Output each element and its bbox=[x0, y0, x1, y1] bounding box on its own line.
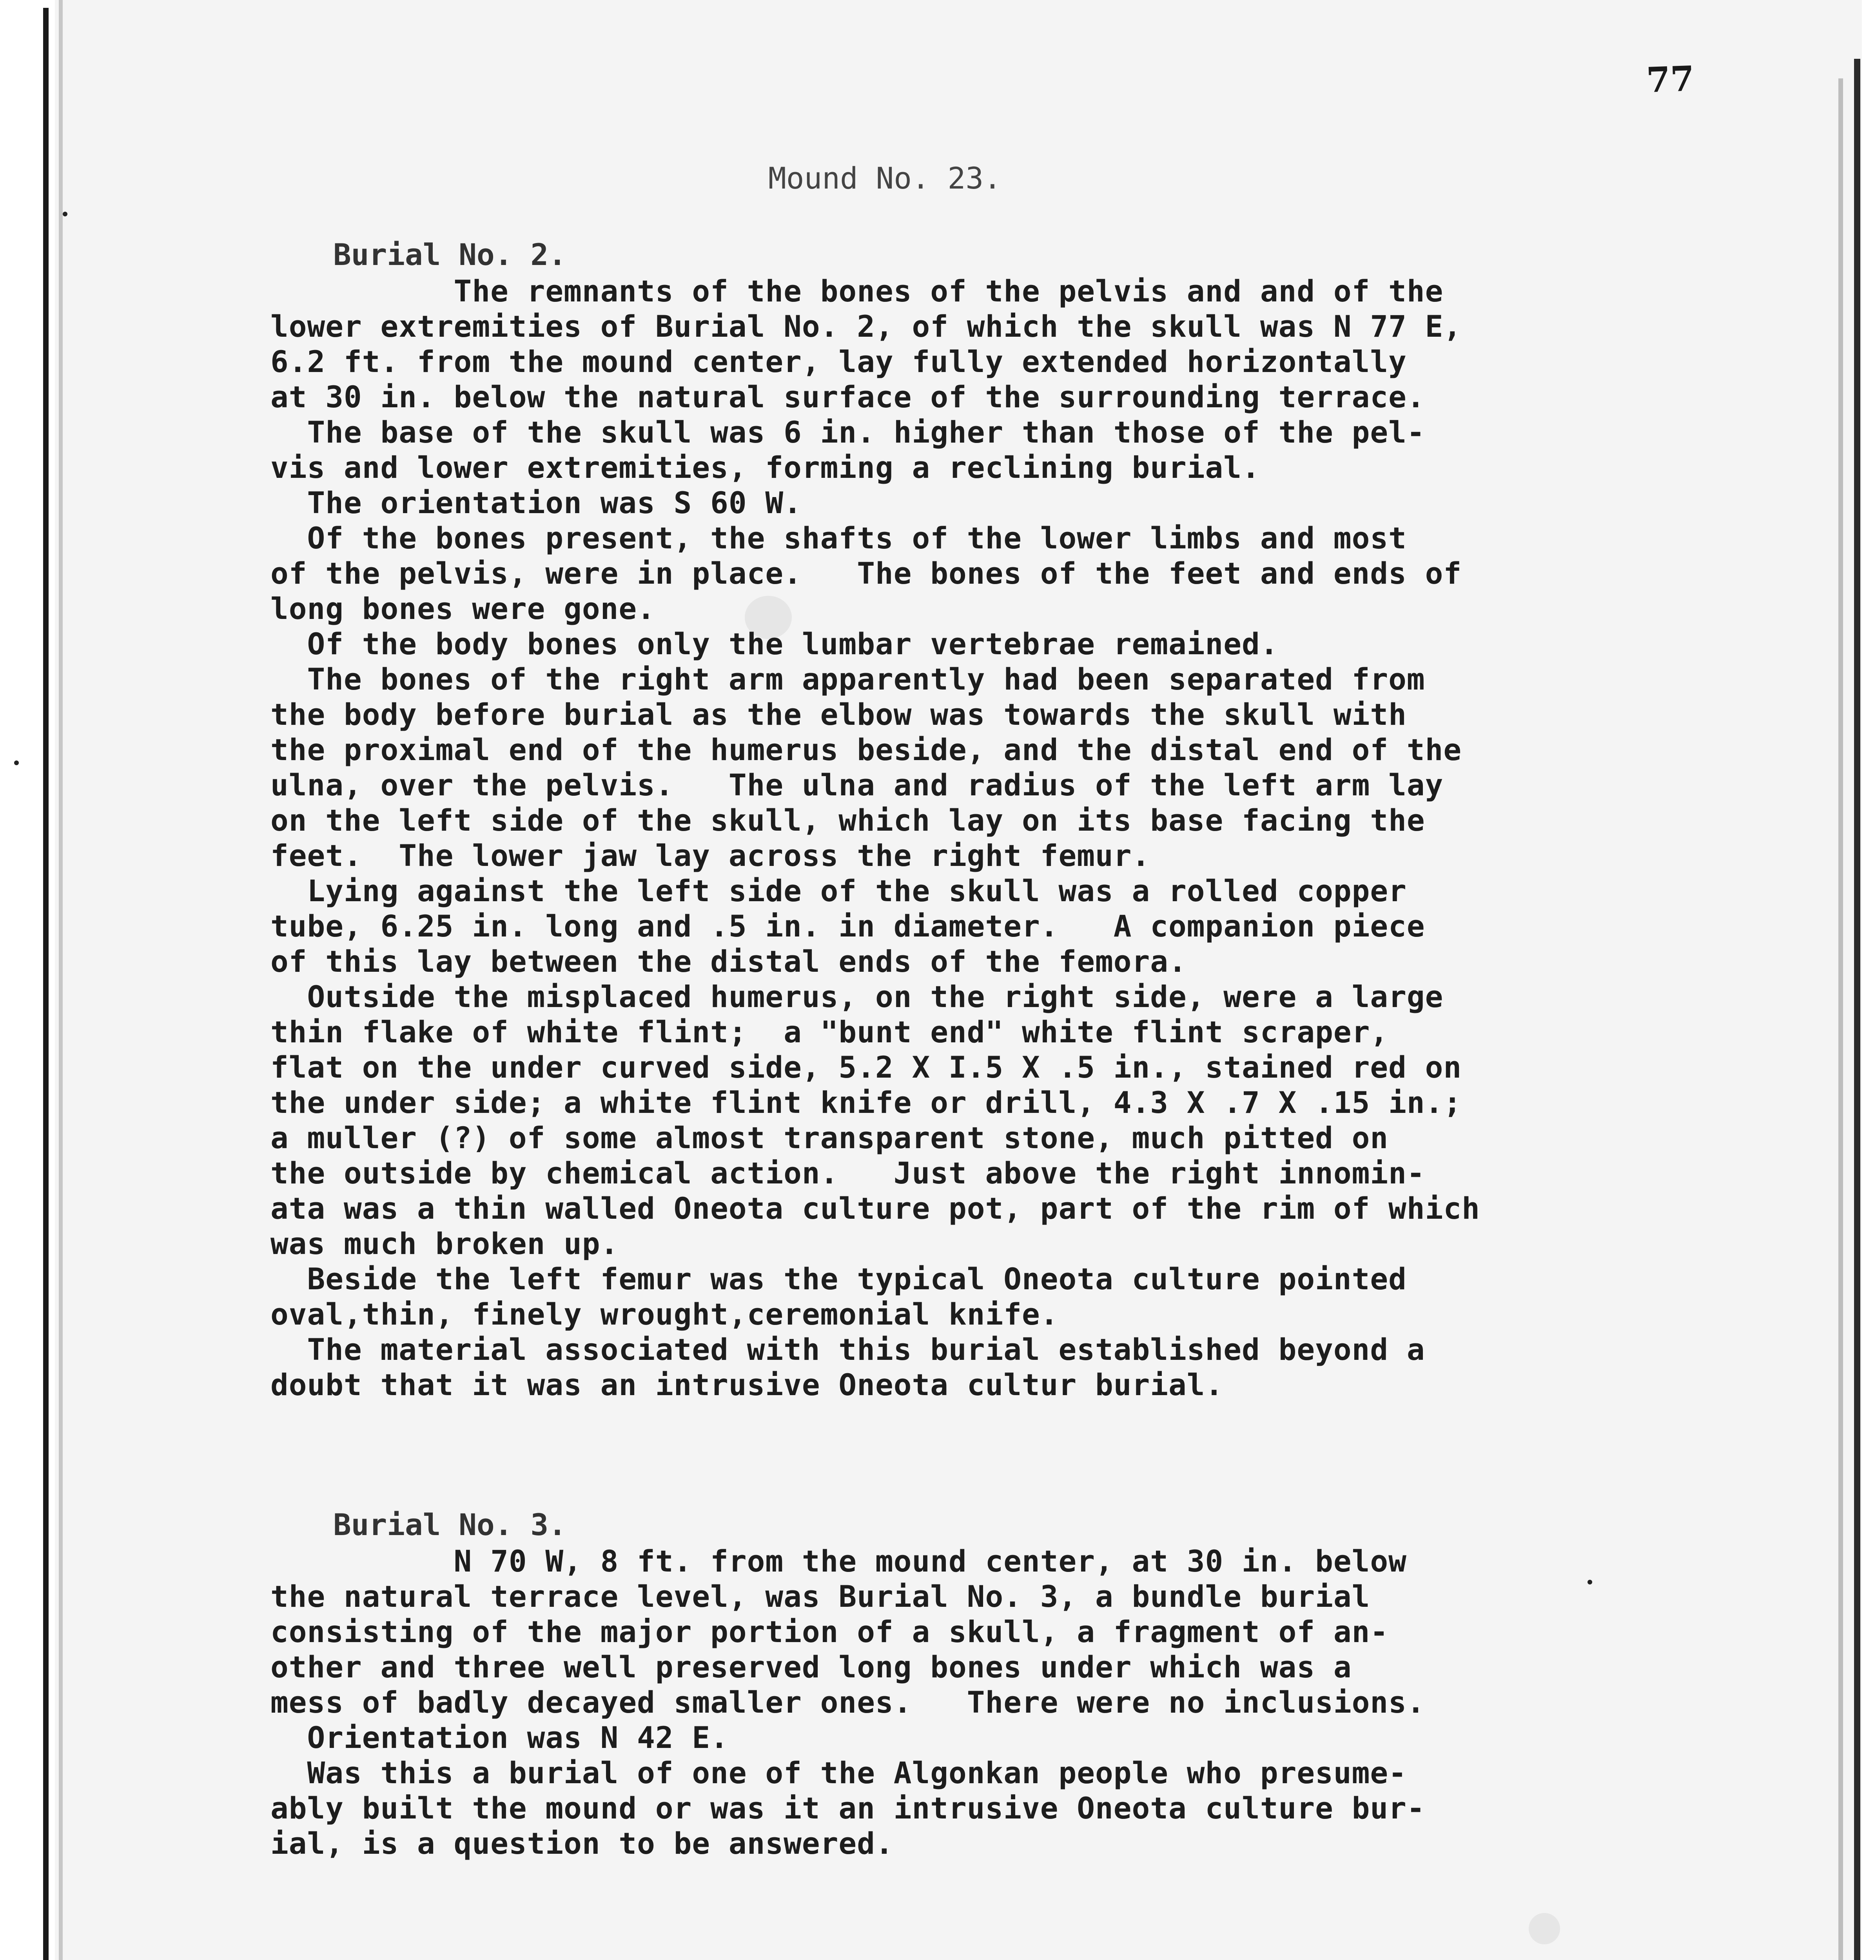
text-line: doubt that it was an intrusive Oneota cultur burial. bbox=[270, 1367, 1224, 1402]
text-line: the under side; a white flint knife or drill, 4.3 X .7 X .15 in.; bbox=[270, 1085, 1462, 1120]
text-line: Orientation was N 42 E. bbox=[270, 1720, 729, 1755]
text-line: of this lay between the distal ends of the femora. bbox=[270, 944, 1187, 979]
text-line: ulna, over the pelvis. The ulna and radius of the left arm lay bbox=[270, 768, 1444, 802]
page-right-edge-shadow bbox=[1854, 59, 1860, 1960]
paper-smudge bbox=[1529, 1913, 1560, 1944]
paper-speck bbox=[1588, 1580, 1592, 1584]
text-line: lower extremities of Burial No. 2, of which the skull was N 77 E, bbox=[270, 309, 1462, 344]
text-line: feet. The lower jaw lay across the right femur. bbox=[270, 838, 1150, 873]
text-line: The material associated with this burial established beyond a bbox=[270, 1332, 1425, 1367]
text-line: long bones were gone. bbox=[270, 591, 655, 626]
text-line: the proximal end of the humerus beside, and the distal end of the bbox=[270, 732, 1462, 767]
page-title: Mound No. 23. bbox=[768, 161, 1002, 196]
text-line: ial, is a question to be answered. bbox=[270, 1826, 894, 1861]
text-line: Beside the left femur was the typical Oneota culture pointed bbox=[270, 1261, 1407, 1296]
page-number: 77 bbox=[1646, 58, 1695, 101]
text-line: a muller (?) of some almost transparent stone, much pitted on bbox=[270, 1120, 1389, 1155]
text-line: 6.2 ft. from the mound center, lay fully extended horizontally bbox=[270, 344, 1407, 379]
text-line: the body before burial as the elbow was towards the skull with bbox=[270, 697, 1407, 732]
text-line: flat on the under curved side, 5.2 X I.5 X .5 in., stained red on bbox=[270, 1050, 1462, 1085]
text-line: Of the body bones only the lumbar vertebrae remained. bbox=[270, 626, 1279, 661]
text-line: the outside by chemical action. Just above the right innomin- bbox=[270, 1156, 1425, 1191]
text-line: mess of badly decayed smaller ones. There were no inclusions. bbox=[270, 1685, 1425, 1720]
page-right-edge-tone bbox=[1838, 78, 1843, 1960]
text-line: Outside the misplaced humerus, on the right side, were a large bbox=[270, 979, 1444, 1014]
text-line: The base of the skull was 6 in. higher than those of the pel- bbox=[270, 415, 1425, 450]
burial-2-heading: Burial No. 2. bbox=[333, 237, 566, 272]
text-line: N 70 W, 8 ft. from the mound center, at 30 in. below bbox=[270, 1544, 1407, 1579]
text-line: The remnants of the bones of the pelvis and and of the bbox=[270, 274, 1444, 309]
text-line: at 30 in. below the natural surface of the surrounding terrace. bbox=[270, 379, 1425, 414]
paper-speck bbox=[63, 212, 67, 216]
text-line: the natural terrace level, was Burial No. 3, a bundle burial bbox=[270, 1579, 1370, 1614]
text-line: consisting of the major portion of a skull, a fragment of an- bbox=[270, 1614, 1389, 1649]
text-line: was much broken up. bbox=[270, 1226, 619, 1261]
text-line: The bones of the right arm apparently had been separated from bbox=[270, 662, 1425, 697]
burial-3-heading: Burial No. 3. bbox=[333, 1507, 566, 1542]
text-line: Lying against the left side of the skull was a rolled copper bbox=[270, 873, 1407, 908]
text-line: other and three well preserved long bones under which was a bbox=[270, 1650, 1352, 1684]
page-left-edge-shadow bbox=[43, 8, 49, 1960]
text-line: on the left side of the skull, which lay on its base facing the bbox=[270, 803, 1425, 838]
text-line: The orientation was S 60 W. bbox=[270, 485, 802, 520]
text-line: ably built the mound or was it an intrusive Oneota culture bur- bbox=[270, 1791, 1425, 1826]
text-line: thin flake of white flint; a "bunt end" white flint scraper, bbox=[270, 1014, 1389, 1049]
page-left-edge-tone bbox=[59, 0, 63, 1960]
text-line: vis and lower extremities, forming a reclining burial. bbox=[270, 450, 1260, 485]
text-line: Was this a burial of one of the Algonkan people who presume- bbox=[270, 1755, 1407, 1790]
text-line: ata was a thin walled Oneota culture pot, part of the rim of which bbox=[270, 1191, 1480, 1226]
text-line: of the pelvis, were in place. The bones of the feet and ends of bbox=[270, 556, 1462, 591]
text-line: tube, 6.25 in. long and .5 in. in diameter. A companion piece bbox=[270, 909, 1425, 944]
text-line: oval,thin, finely wrought,ceremonial knife. bbox=[270, 1297, 1059, 1332]
text-line: Of the bones present, the shafts of the lower limbs and most bbox=[270, 521, 1407, 555]
paper-speck bbox=[14, 760, 19, 765]
